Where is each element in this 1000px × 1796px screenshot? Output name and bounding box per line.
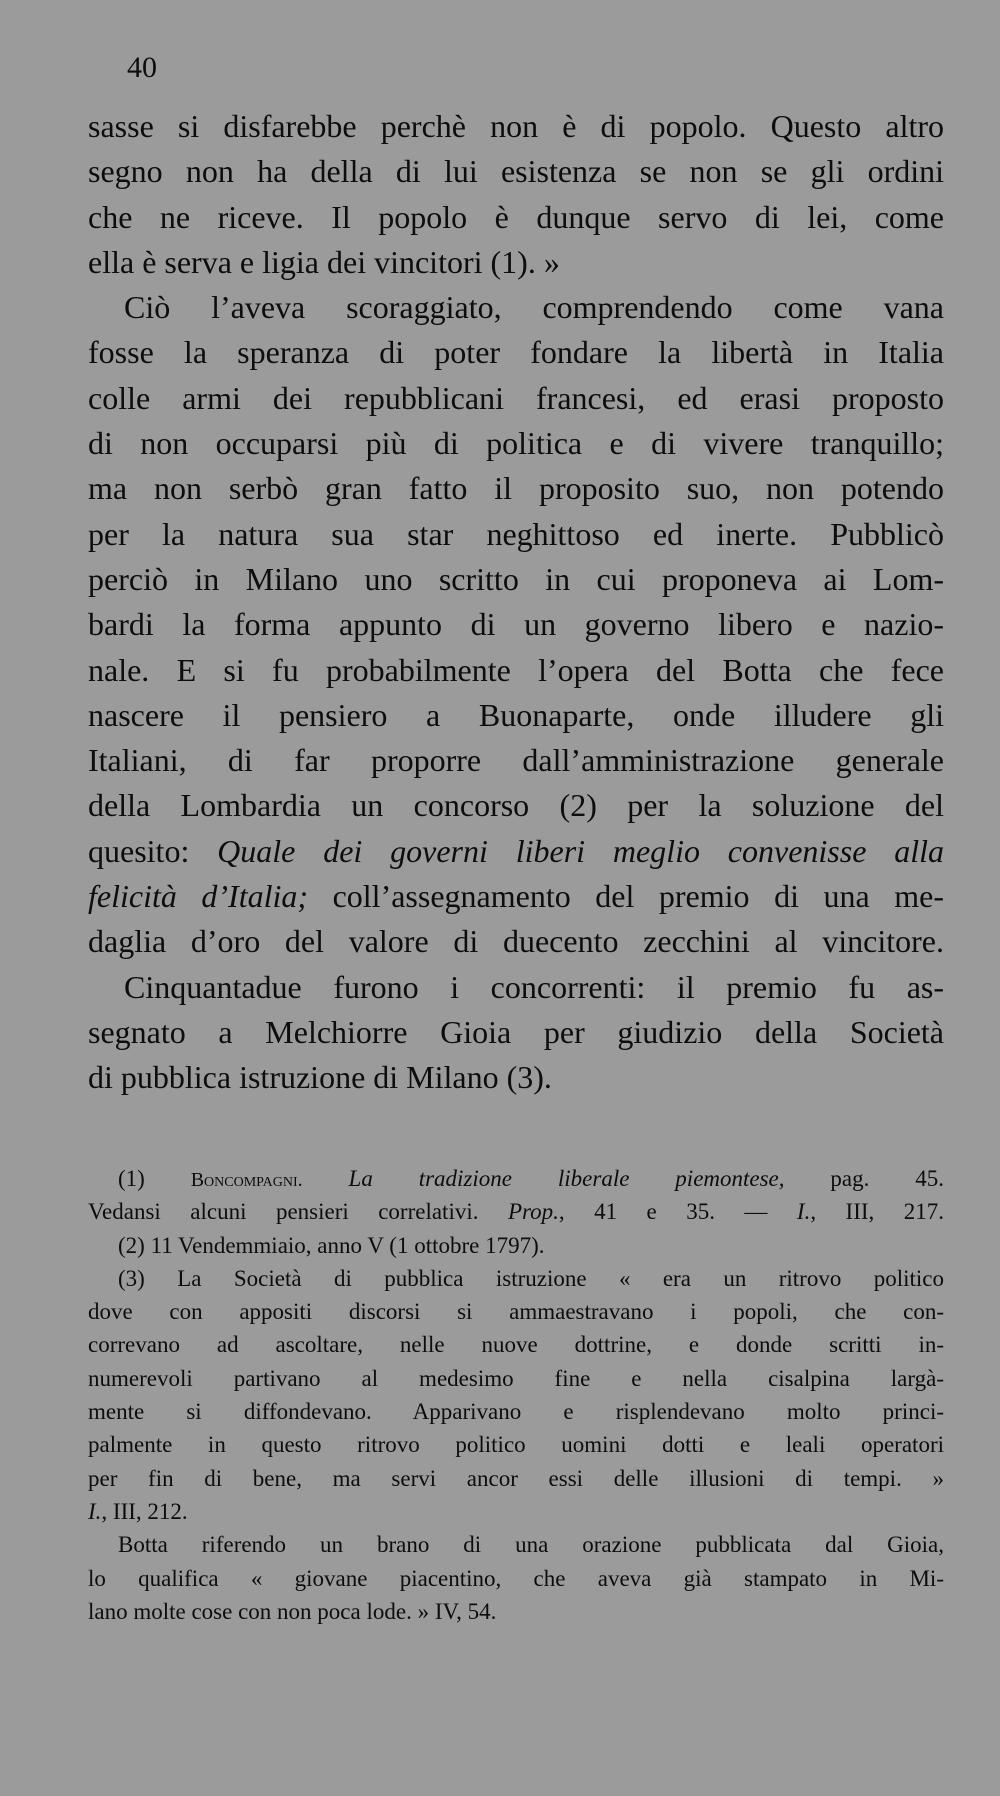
text-line [88, 557, 944, 602]
footnote-line [88, 1262, 944, 1295]
main-text [88, 104, 944, 1101]
text-run: segnato a Melchiorre Gioia per giudizio della Società [88, 1013, 944, 1050]
text-run: , III, 217. [810, 1199, 944, 1225]
text-run: mente si diffondevano. Apparivano e risplendevano molto princi- [88, 1399, 944, 1425]
small-caps-text: Boncompagni. [190, 1169, 303, 1191]
text-line [88, 376, 944, 421]
text-run: ella è serva e ligia dei vincitori (1). » [88, 243, 560, 280]
text-line [88, 602, 944, 647]
text-run: correvano ad ascoltare, nelle nuove dottrine, e donde scritti in- [88, 1332, 944, 1358]
text-run: della Lombardia un concorso (2) per la soluzione del [88, 787, 944, 824]
text-run: (3) La Società di pubblica istruzione « era un ritrovo politico [118, 1265, 944, 1291]
italic-text: I. [88, 1498, 102, 1524]
footnote-line [88, 1162, 944, 1195]
text-run: numerevoli partivano al medesimo fine e nella cisalpina largà- [88, 1365, 944, 1391]
footnote-line [88, 1495, 944, 1528]
italic-text: La tradizione liberale piemontese, [348, 1166, 785, 1191]
text-run: dove con appositi discorsi si ammaestravano i popoli, che con- [88, 1299, 944, 1325]
text-run: , 41 e 35. — [558, 1199, 797, 1225]
text-run: coll’assegnamento del premio di una me- [308, 878, 945, 915]
text-run: lo qualifica « giovane piacentino, che aveva già stampato in Mi- [88, 1565, 944, 1591]
footnote-line [88, 1595, 944, 1628]
text-run: quesito: [88, 832, 218, 869]
text-line [88, 240, 944, 285]
text-run: nascere il pensiero a Buonaparte, onde illudere gli [88, 696, 944, 733]
text-line [88, 874, 944, 919]
text-run: Vedansi alcuni pensieri correlativi. [88, 1199, 508, 1225]
text-run: bardi la forma appunto di un governo libero e nazio- [88, 606, 944, 643]
footnotes [88, 1162, 944, 1628]
text-line [88, 104, 944, 149]
text-line [88, 195, 944, 240]
footnote-line [88, 1562, 944, 1595]
text-line [88, 965, 944, 1010]
italic-text: felicità d’Italia; [88, 878, 309, 915]
text-line [88, 149, 944, 194]
text-line [88, 738, 944, 783]
text-run: per fin di bene, ma servi ancor essi delle illusioni di tempi. » [88, 1465, 944, 1491]
text-run: per la natura sua star neghittoso ed inerte. Pubblicò [88, 515, 944, 552]
italic-text: Quale dei governi liberi meglio convenisse alla [217, 832, 945, 869]
text-line [88, 466, 944, 511]
text-run: daglia d’oro del valore di duecento zecchini al vincitore. [88, 923, 944, 960]
text-line [88, 1010, 944, 1055]
text-line [88, 285, 944, 330]
footnote-line [88, 1362, 944, 1395]
text-run: lano molte cose con non poca lode. » IV, 54. [88, 1598, 497, 1624]
footnote-line [88, 1295, 944, 1328]
footnote-line [88, 1395, 944, 1428]
text-line [88, 421, 944, 466]
text-run [303, 1166, 349, 1191]
text-run: che ne riceve. Il popolo è dunque servo di lei, come [88, 198, 944, 235]
text-run: (1) [118, 1166, 191, 1191]
text-line [88, 1055, 944, 1100]
page-number: 40 [127, 51, 157, 84]
italic-text: I. [796, 1199, 811, 1225]
text-line [88, 783, 944, 828]
footnote-line [88, 1328, 944, 1361]
text-line [88, 919, 944, 964]
footnote-line [88, 1462, 944, 1495]
text-line [88, 829, 944, 874]
text-run: palmente in questo ritrovo politico uomini dotti e leali operatori [88, 1432, 944, 1458]
text-run: ma non serbò gran fatto il proposito suo, non potendo [88, 470, 944, 507]
text-run: Italiani, di far proporre dall’amministrazione generale [88, 742, 944, 779]
text-run: (2) 11 Vendemmiaio, anno V (1 ottobre 1797). [118, 1232, 545, 1258]
text-run: di non occuparsi più di politica e di vivere tranquillo; [88, 425, 944, 462]
text-run: nale. E si fu probabilmente l’opera del Botta che fece [88, 651, 944, 688]
text-line [88, 693, 944, 738]
text-run: Botta riferendo un brano di una orazione pubblicata dal Gioia, [118, 1532, 944, 1558]
italic-text: Prop. [507, 1199, 559, 1225]
text-line [88, 512, 944, 557]
text-line [88, 330, 944, 375]
text-line [88, 648, 944, 693]
text-run: perciò in Milano uno scritto in cui proponeva ai Lom- [88, 560, 944, 597]
text-run: segno non ha della di lui esistenza se non se gli ordini [88, 153, 944, 190]
footnote-line [88, 1195, 944, 1228]
footnote-line [88, 1428, 944, 1461]
text-run: fosse la speranza di poter fondare la libertà in Italia [88, 334, 944, 371]
text-run: Ciò l’aveva scoraggiato, comprendendo come vana [124, 289, 944, 326]
footnote-line [88, 1229, 944, 1262]
text-run: sasse si disfarebbe perchè non è di popolo. Questo altro [88, 108, 944, 144]
text-run: , III, 212. [101, 1498, 188, 1524]
text-run: colle armi dei repubblicani francesi, ed erasi proposto [88, 379, 944, 416]
text-run: Cinquantadue furono i concorrenti: il premio fu as- [124, 968, 944, 1005]
text-run: di pubblica istruzione di Milano (3). [88, 1059, 552, 1096]
text-run: pag. 45. [784, 1166, 945, 1191]
footnote-line [88, 1528, 944, 1561]
